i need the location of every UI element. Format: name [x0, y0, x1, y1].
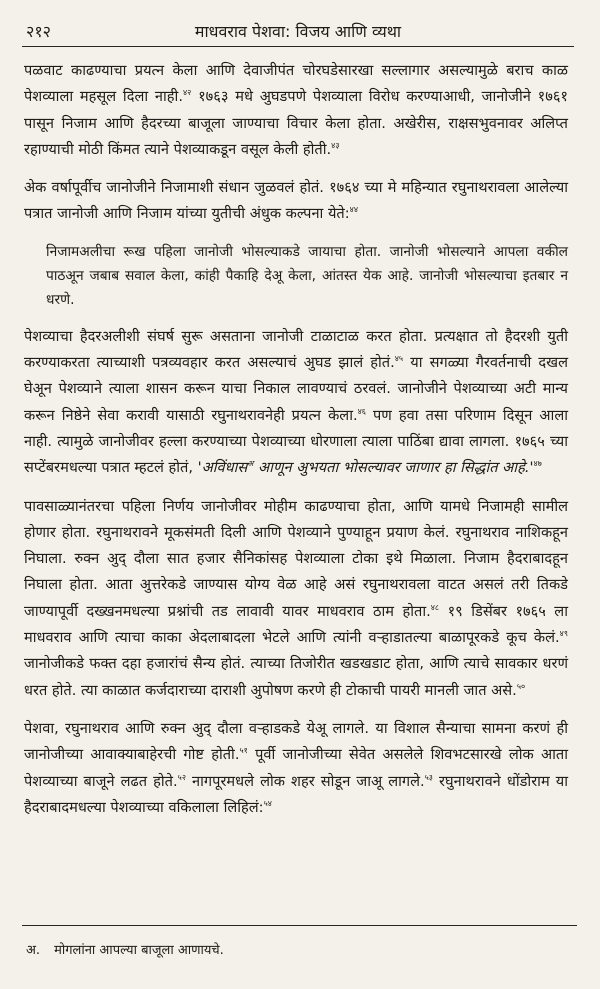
- footnote-ref: ४५: [394, 354, 404, 364]
- footnote-ref: ४७: [533, 459, 542, 469]
- quoted-italic: ': [529, 459, 534, 477]
- header-rule: [22, 46, 574, 47]
- paragraph-text: नागपूरमधले लोक शहर सोडून जाअू लागले.: [185, 772, 425, 790]
- footnote-ref: अ: [247, 459, 254, 469]
- page-header: [26, 18, 570, 44]
- footnote-ref: ५१: [239, 746, 248, 756]
- page-number: २१२: [26, 22, 51, 41]
- footnote: [26, 940, 570, 958]
- paragraph-text: पेशव्याचा हैदरअलीशी संघर्ष सुरू असताना जानोजी टाळाटाळ करत होता. प्रत्यक्षात तो हैदरशी युती करण्याकरता त्याच्याशी पत्रव्यवहार करत असल्याचं अुघड झालं होतं.: [24, 327, 568, 372]
- footnote-rule: [22, 925, 577, 926]
- paragraph-text: १७६३ मधे अुघडपणे पेशव्याला विरोध करण्याआधी, जानोजीने १७६१ पासून निजाम आणि हैदरच्या बाजूला जाण्याचा विचार केला होता. अखेरीस, राक्षसभुवनावर अलिप्त रहाण्याची मोठी किंमत त्याने पेशव्याकडून वसूल केली होती.: [24, 88, 569, 158]
- footnote-ref: ४४: [349, 205, 358, 215]
- paragraph-text: अेक वर्षापूर्वीच जानोजीने निजामाशी संधान जुळवलं होतं. १७६४ च्या मे महिन्यात रघुनाथरावला आलेल्या पत्रात जानोजी आणि निजाम यांच्या युतीची अंधुक कल्पना येते:: [24, 179, 568, 223]
- paragraph-text: रघुनाथरावने धोंडोराम या हैदराबादमधल्या पेशव्याच्या वकिलाला लिहिलं:: [24, 772, 568, 816]
- paragraph-gap: [24, 482, 568, 494]
- footnote-marker: अ.: [26, 943, 41, 958]
- footnote-ref: ४८: [430, 602, 440, 612]
- paragraph-gap: [24, 312, 568, 324]
- paragraph-1: [24, 58, 568, 163]
- footnote-ref: ५४: [263, 798, 272, 808]
- paragraph-text: पेशवा, रघुनाथराव आणि रुक्न अुद् दौला वऱ्हाडकडे येअू लागले. या विशाल सैन्याचा सामना करणं ही जानोजीच्या आवाक्याबाहेरची गोष्ट होती.: [24, 719, 568, 764]
- footnote-ref: ५२: [177, 772, 186, 782]
- paragraph-text: जानोजीकडे फक्त दहा हजारांचं सैन्य होतं. त्याच्या तिजोरीत खडखडाट होता, आणि त्याचे सावकार धरणं धरत होते. त्या काळात कर्जदाराच्या दाराशी अुपोषण करणे ही टोकाची पायरी मानली जात असे.: [24, 655, 568, 699]
- paragraph-gap: [24, 704, 568, 716]
- paragraph-text: या सगळ्या गैरवर्तनाची दखल घेअून पेशव्याने त्याला शासन करून याचा निकाल लावण्याचं ठरवलं. जानोजीने पेशव्याच्या अटी मान्य करून निष्ठेने सेवा करावी यासाठी रघुनाथरावनेही प्रयत्न केला.: [24, 354, 568, 424]
- quoted-italic: आणून अुभयता भोसल्यावर जाणार हा सिद्धांत आहे.: [253, 459, 530, 477]
- footnote-ref: ५३: [424, 772, 433, 782]
- paragraph-3: [24, 324, 568, 482]
- footnote-ref: ५०: [516, 681, 526, 691]
- paragraph-text: पण हवा तसा परिणाम दिसून आला नाही. त्यामुळे जानोजीवर हल्ला करण्याच्या पेशव्याच्या धोरणाला त्याला पाठिंबा द्यावा लागला. १७६५ च्या सप्टेंबरमधल्या पत्रात म्हटलं होतं,: [24, 406, 568, 477]
- footnote-ref: ४६: [357, 406, 366, 416]
- paragraph-2: [24, 175, 568, 228]
- paragraph-text: पूर्वी जानोजीच्या सेवेत असलेले शिवभटसारखे लोक आता पेशव्याच्या बाजूने लढत होते.: [24, 746, 568, 790]
- paragraph-text: १९ डिसेंबर १७६५ ला माधवराव आणि त्याचा काका अेदलाबादला भेटले आणि त्यांनी वऱ्हाडातल्या बाळापूरकडे कूच केलं.: [24, 602, 568, 647]
- quote-text: निजामअलीचा रूख पहिला जानोजी भोसल्याकडे जायाचा होता. जानोजी भोसल्याने आपला वकील पाठअून जबाब सवाल केला, कांही पैकाहि देअू केला, आंतस्त येक आहे. जानोजी भोसल्याचा इतबार न धरणे.: [46, 243, 568, 308]
- paragraph-gap: [24, 228, 568, 240]
- paragraph-4: [24, 494, 568, 704]
- paragraph-gap: [24, 163, 568, 175]
- paragraph-text: पावसाळ्यानंतरचा पहिला निर्णय जानोजीवर मोहीम काढण्याचा होता, आणि यामधे निजामही सामील होणार होता. रघुनाथरावने मूकसंमती दिली आणि पेशव्याने पुण्याहून प्रयाण केलं. रघुनाथराव नाशिकहून निघाला. रुक्न अुद् दौला सात हजार सैनिकांसह पेशव्याला टोका इथे मिळाला. निजाम हैदराबादहून निघाला होता. आता अुत्तरेकडे जाण्यास योग्य वेळ आहे असं रघुनाथरावला वाटत असलं तरी तिकडे जाण्यापूर्वी दख्खनमधल्या प्रश्नांची तड लावावी यावर माधवराव ठाम होता.: [24, 497, 568, 620]
- block-quote: [46, 240, 568, 312]
- footnote-ref: ४३: [331, 140, 340, 150]
- footnote-ref: ४९: [559, 629, 568, 639]
- paragraph-text: पळवाट काढण्याचा प्रयत्न केला आणि देवाजीपंत चोरघडेसारखा सल्लागार असल्यामुळे बराच काळ पेशव्याला महसूल दिला नाही.: [24, 62, 568, 106]
- footnote-ref: ४२: [182, 88, 192, 98]
- page-body: [24, 58, 568, 821]
- quoted-italic: 'अविंधास: [197, 459, 248, 477]
- running-title: माधवराव पेशवा: विजय आणि व्यथा: [194, 22, 402, 41]
- paragraph-5: [24, 716, 568, 821]
- footnote-text: मोगलांना आपल्या बाजूला आणायचे.: [54, 943, 224, 958]
